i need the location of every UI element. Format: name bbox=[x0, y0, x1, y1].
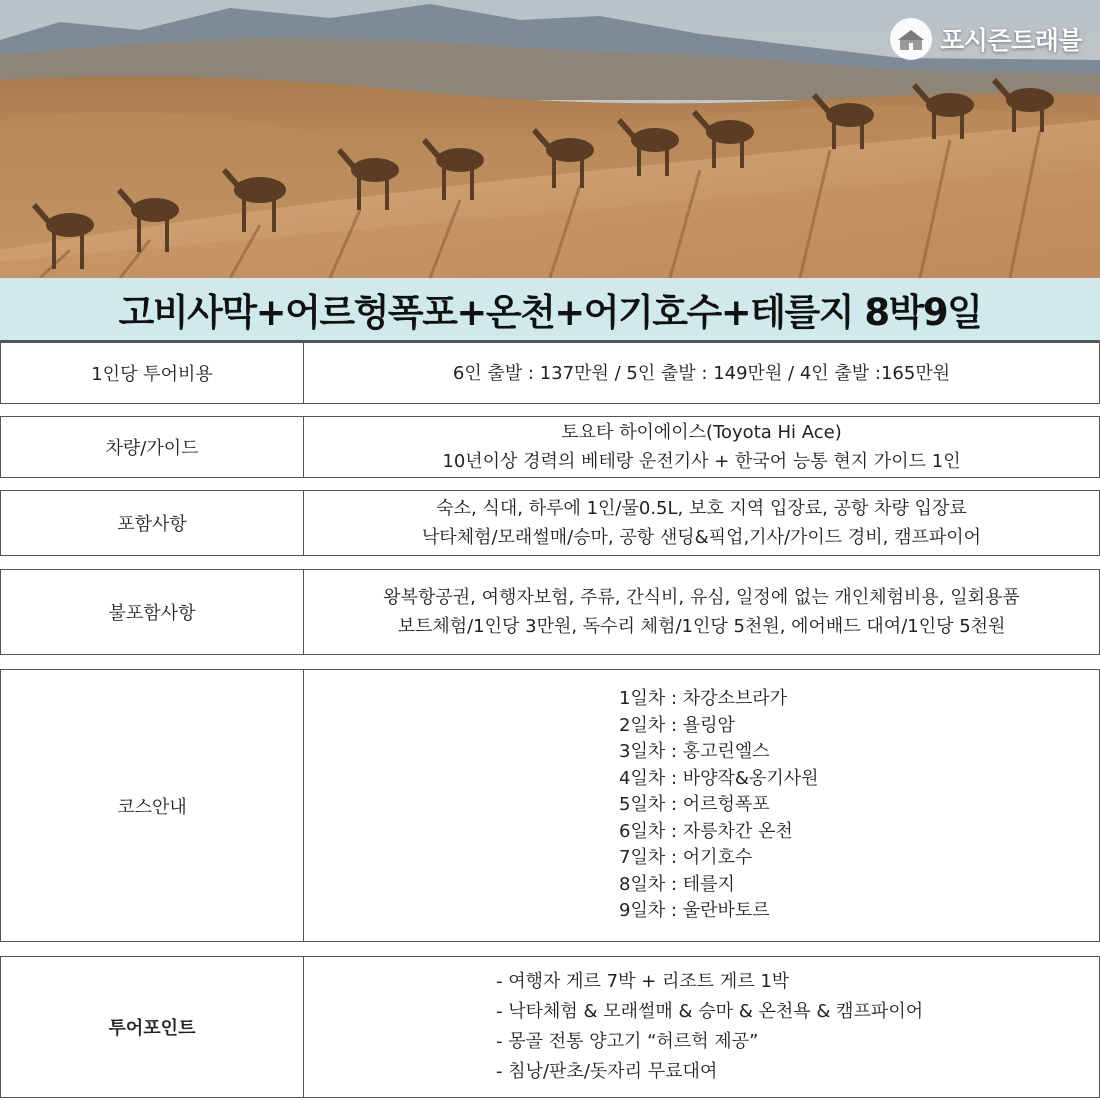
row-value-excluded bbox=[304, 570, 1100, 654]
row-value-included bbox=[304, 491, 1100, 555]
excluded-line: 왕복항공권, 여행자보험, 주류, 간식비, 유심, 일정에 없는 개인체험비용, 일회용품 bbox=[383, 587, 1020, 608]
course-day: 4일차 : 바양작&옹기사원 bbox=[619, 767, 819, 789]
page-title: 고비사막+어르헝폭포+온천+어기호수+테를지 8박9일 bbox=[118, 291, 982, 334]
vehicle-line: 토요타 하이에이스(Toyota Hi Ace) bbox=[561, 422, 842, 443]
row-label-price: 1인당 투어비용 bbox=[0, 343, 304, 403]
course-day: 1일차 : 차강소브라가 bbox=[619, 688, 788, 710]
brand-name: 포시즌트래블 bbox=[940, 26, 1082, 55]
vehicle-line: 10년이상 경력의 베테랑 운전기사 + 한국어 능통 현지 가이드 1인 bbox=[442, 451, 961, 472]
course-day-list bbox=[619, 686, 819, 925]
row-vehicle bbox=[0, 416, 1100, 478]
row-label-points: 투어포인트 bbox=[0, 957, 304, 1097]
included-line: 낙타체험/모래썰매/승마, 공항 샌딩&픽업,기사/가이드 경비, 캠프파이어 bbox=[421, 527, 982, 548]
row-value-price bbox=[304, 343, 1100, 403]
brand-logo bbox=[890, 18, 1082, 60]
point-item: - 몽골 전통 양고기 “허르헉 제공” bbox=[496, 1031, 759, 1052]
point-item: - 침낭/판초/돗자리 무료대여 bbox=[496, 1061, 718, 1082]
hero-image bbox=[0, 0, 1100, 278]
row-included bbox=[0, 490, 1100, 556]
course-day: 5일차 : 어르헝폭포 bbox=[619, 794, 770, 816]
price-text: 6인 출발 : 137만원 / 5인 출발 : 149만원 / 4인 출발 :165만원 bbox=[452, 362, 951, 384]
row-label-included: 포함사항 bbox=[0, 491, 304, 555]
row-course bbox=[0, 669, 1100, 942]
row-value-course bbox=[304, 670, 1100, 941]
row-excluded bbox=[0, 569, 1100, 655]
row-points bbox=[0, 956, 1100, 1098]
point-item: - 낙타체험 & 모래썰매 & 승마 & 온천욕 & 캠프파이어 bbox=[496, 1001, 924, 1022]
point-item: - 여행자 게르 7박 + 리조트 게르 1박 bbox=[496, 971, 790, 992]
course-day: 2일차 : 욜링암 bbox=[619, 714, 735, 736]
title-band bbox=[0, 278, 1100, 342]
row-value-points bbox=[304, 957, 1100, 1097]
included-line: 숙소, 식대, 하루에 1인/물0.5L, 보호 지역 입장료, 공항 차량 입장료 bbox=[436, 498, 967, 519]
points-list bbox=[496, 967, 923, 1087]
row-label-vehicle: 차량/가이드 bbox=[0, 417, 304, 477]
row-value-vehicle bbox=[304, 417, 1100, 477]
course-day: 6일차 : 자릉차간 온천 bbox=[619, 820, 793, 842]
course-day: 9일차 : 울란바토르 bbox=[619, 900, 770, 922]
course-day: 3일차 : 홍고린엘스 bbox=[619, 741, 770, 763]
course-day: 7일차 : 어기호수 bbox=[619, 847, 753, 869]
row-label-excluded: 불포함사항 bbox=[0, 570, 304, 654]
course-day: 8일차 : 테를지 bbox=[619, 873, 735, 895]
row-price bbox=[0, 342, 1100, 404]
row-label-course: 코스안내 bbox=[0, 670, 304, 941]
yurt-logo-icon bbox=[890, 18, 932, 60]
excluded-line: 보트체험/1인당 3만원, 독수리 체험/1인당 5천원, 에어배드 대여/1인당 5천원 bbox=[397, 616, 1006, 637]
